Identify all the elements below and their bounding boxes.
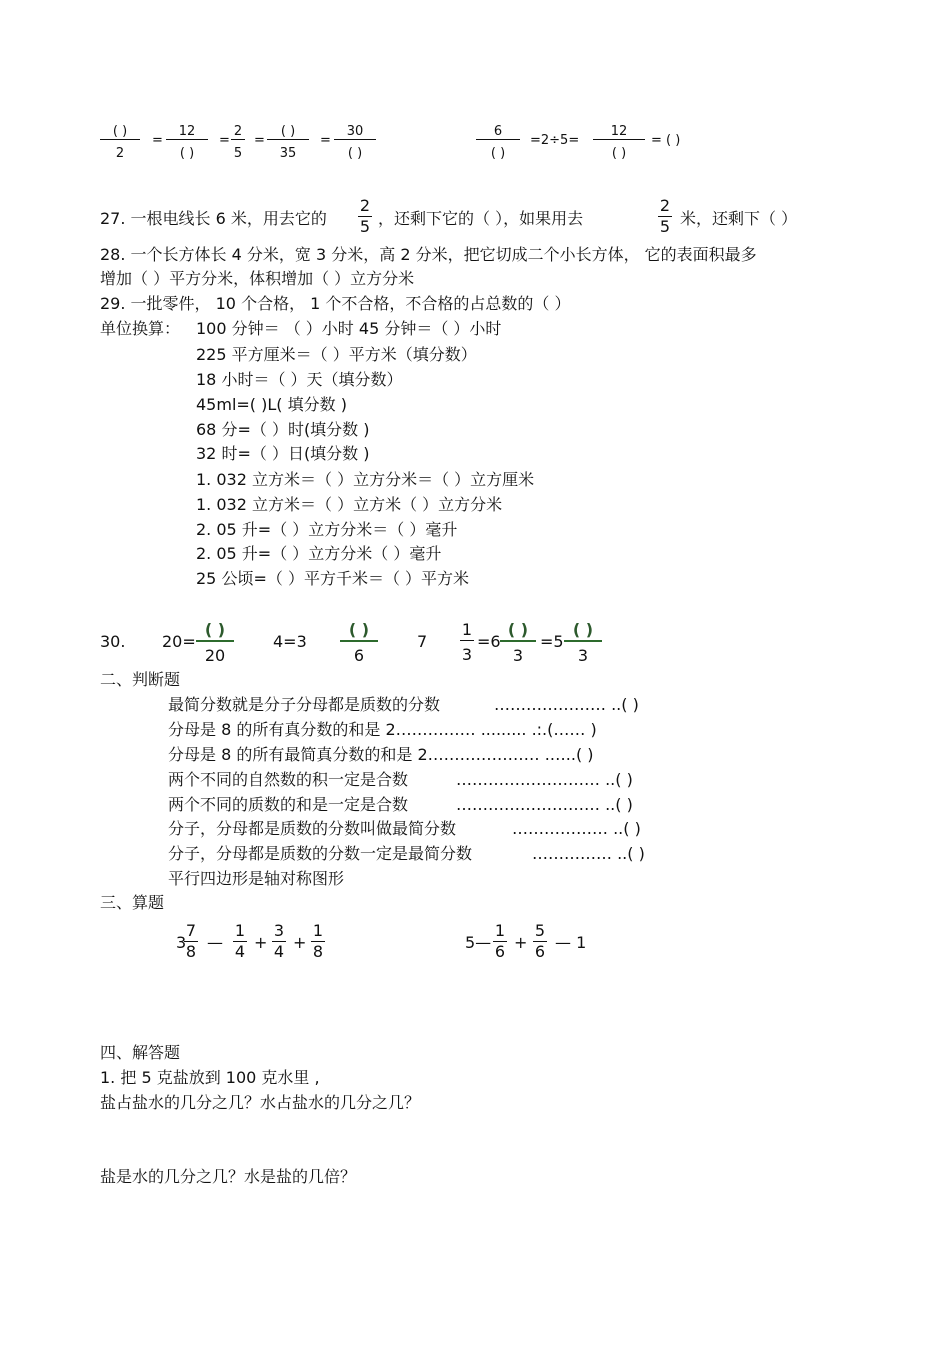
denominator: 20 (204, 646, 226, 665)
numerator: 30 (346, 124, 364, 139)
judgment-item-6-dots: ……………… ..( ) (512, 819, 641, 838)
denominator: 6 (494, 942, 506, 961)
unit-line-7: 1. 032 立方米＝（ ）立方分米＝（ ）立方厘米 (196, 470, 535, 489)
denominator: 35 (279, 146, 297, 161)
q30-label: 30. (100, 632, 126, 651)
e2-fraction-2 (533, 921, 547, 962)
q27-fraction-2 (658, 196, 672, 237)
numerator: 7 (185, 921, 197, 940)
unit-line-2: 225 平方厘米＝（ ）平方米（填分数） (196, 345, 477, 364)
judgment-item-4-dots: ……………………… ..( ) (456, 770, 633, 789)
judgment-item-7-dots: …………… ..( ) (532, 844, 645, 863)
denominator: 2 (115, 146, 125, 161)
equals-sign: = (320, 133, 331, 148)
judgment-item-1-dots: ………………… ..( ) (494, 695, 639, 714)
unit-line-8: 1. 032 立方米＝（ ）立方米（ ）立方分米 (196, 495, 503, 514)
numerator: 2 (359, 196, 371, 215)
e2-fraction-1 (493, 921, 507, 962)
numerator: 1 (461, 620, 473, 639)
numerator: ( ) (204, 620, 226, 639)
q30-fraction-c (460, 620, 474, 665)
unit-line-11: 25 公顷=（ ）平方千米＝（ ）平方米 (196, 569, 470, 588)
q27-text-a: 27. 一根电线长 6 米，用去它的 (100, 209, 327, 228)
numerator: 1 (234, 921, 246, 940)
q30-d-prefix: =6 (477, 632, 501, 651)
numerator: 1 (312, 921, 324, 940)
section-2-title: 二、判断题 (100, 670, 181, 689)
division-expression: =2÷5= (530, 133, 580, 148)
judgment-item-2: 分母是 8 的所有真分数的和是 2…………… ......... .:.(…… ) (168, 720, 597, 739)
q27-text-c: 米，还剩下（ ） (680, 209, 798, 228)
equals-sign: = (219, 133, 230, 148)
e1-op-2: + (254, 933, 268, 952)
denominator: 5 (359, 217, 371, 236)
q30-fraction-e (564, 620, 602, 666)
judgment-item-5: 两个不同的质数的和是一定是合数 (168, 795, 409, 814)
denominator: ( ) (347, 146, 363, 161)
equals-sign: = (152, 133, 163, 148)
fraction-4 (267, 124, 309, 161)
numerator: 5 (534, 921, 546, 940)
numerator: 6 (493, 124, 503, 139)
q30-fraction-d (500, 620, 536, 666)
judgment-item-5-dots: ……………………… ..( ) (456, 795, 633, 814)
denominator: 6 (534, 942, 546, 961)
numerator: 2 (233, 124, 243, 139)
denominator: ( ) (611, 146, 627, 161)
numerator: 2 (659, 196, 671, 215)
denominator: 3 (461, 645, 473, 664)
unit-line-3: 18 小时＝（ ）天（填分数） (196, 370, 403, 389)
judgment-item-1: 最简分数就是分子分母都是质数的分数 (168, 695, 441, 714)
unit-line-4: 45ml=( )L( 填分数 ) (196, 395, 347, 414)
unit-line-6: 32 时=（ ）日(填分数 ) (196, 444, 370, 463)
denominator: 3 (577, 646, 589, 665)
unit-line-10: 2. 05 升=（ ）立方分米（ ）毫升 (196, 544, 442, 563)
judgment-item-6: 分子，分母都是质数的分数叫做最简分数 (168, 819, 457, 838)
unit-label: 单位换算： (100, 319, 181, 338)
q30-e-prefix: =5 (540, 632, 564, 651)
denominator: 6 (353, 646, 365, 665)
e1-op-1: — (207, 933, 223, 952)
judgment-item-3: 分母是 8 的所有最简真分数的和是 2………………… .…..( ) (168, 745, 594, 764)
unit-line-1: 100 分钟＝ （ ）小时 45 分钟＝（ ）小时 (196, 319, 502, 338)
denominator: ( ) (179, 146, 195, 161)
denominator: 5 (233, 146, 243, 161)
q30-c-prefix: 7 (417, 632, 428, 651)
e2-op-1: + (514, 933, 528, 952)
denominator: ( ) (490, 146, 506, 161)
problem-1-line-b: 盐占盐水的几分之几？水占盐水的几分之几？ (100, 1093, 421, 1112)
denominator: 5 (659, 217, 671, 236)
numerator: ( ) (348, 620, 370, 639)
e1-whole: 3 (176, 933, 187, 952)
answer-blank: = ( ) (651, 133, 681, 148)
numerator: 1 (494, 921, 506, 940)
denominator: 3 (512, 646, 524, 665)
denominator: 8 (312, 942, 324, 961)
fraction-5 (334, 124, 376, 161)
problem-1-line-c: 盐是水的几分之几？水是盐的几倍？ (100, 1167, 357, 1186)
q29-line: 29. 一批零件， 10 个合格， 1 个不合格，不合格的占总数的（ ） (100, 294, 571, 313)
e1-fraction-4 (311, 921, 325, 962)
denominator: 4 (234, 942, 246, 961)
problem-1-line-a: 1. 把 5 克盐放到 100 克水里 , (100, 1068, 320, 1087)
e2-suffix: — 1 (555, 933, 587, 952)
judgment-item-4: 两个不同的自然数的积一定是合数 (168, 770, 409, 789)
fraction-7 (593, 124, 645, 161)
fraction-6 (476, 124, 520, 161)
judgment-item-7: 分子，分母都是质数的分数一定是最简分数 (168, 844, 473, 863)
q30-fraction-a (196, 620, 234, 666)
fraction-3 (231, 124, 245, 161)
numerator: ( ) (572, 620, 594, 639)
e1-fraction-2 (233, 921, 247, 962)
fraction-1 (100, 124, 140, 161)
q30-a-prefix: 20= (162, 632, 196, 651)
section-4-title: 四、解答题 (100, 1043, 181, 1062)
numerator: ( ) (280, 124, 296, 139)
fraction-2 (166, 124, 208, 161)
numerator: ( ) (112, 124, 128, 139)
q30-b-prefix: 4=3 (273, 632, 307, 651)
q28-line-2: 增加（ ）平方分米，体积增加（ ）立方分米 (100, 269, 415, 288)
e1-fraction-3 (272, 921, 286, 962)
q27-fraction-1 (358, 196, 372, 237)
unit-line-9: 2. 05 升=（ ）立方分米＝（ ）毫升 (196, 520, 458, 539)
e1-fraction-1 (184, 921, 198, 962)
e2-prefix: 5— (465, 933, 492, 952)
judgment-item-8: 平行四边形是轴对称图形 (168, 869, 345, 888)
numerator: 12 (610, 124, 628, 139)
q27-text-b: ，还剩下它的（ ），如果用去 (378, 209, 584, 228)
numerator: 3 (273, 921, 285, 940)
numerator: 12 (178, 124, 196, 139)
e1-op-3: + (293, 933, 307, 952)
q28-line-1: 28. 一个长方体长 4 分米，宽 3 分米，高 2 分米，把它切成二个小长方体， 它的表面积最多 (100, 245, 757, 264)
unit-line-5: 68 分=（ ）时(填分数 ) (196, 420, 370, 439)
denominator: 4 (273, 942, 285, 961)
section-3-title: 三、算题 (100, 893, 165, 912)
numerator: ( ) (507, 620, 529, 639)
equals-sign: = (254, 133, 265, 148)
denominator: 8 (185, 942, 197, 961)
q30-fraction-b (340, 620, 378, 666)
